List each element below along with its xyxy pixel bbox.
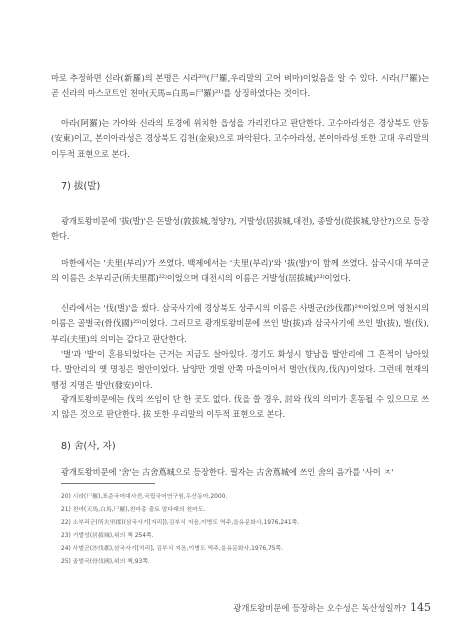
body-paragraph: 광개토왕비문에는 伐의 쓰임이 단 한 곳도 없다. 伐을 쓸 경우, 討와 伐의 의미가 혼동될 수 있으므로 쓰지 않은 것으로 판단한다. 拔 또한 우리말의 이두적 표현으로 본다. xyxy=(51,394,429,420)
body-paragraph: '벌'과 '발'이 혼용되었다는 근거는 지금도 살아있다. 경기도 화성시 향남읍 발안리에 그 흔적이 남아있다. 발안리의 옛 명칭은 벌안이었다. 남양만 갯벌 안쪽 마을이어서 벌안(伐內,伐內)이었다. 그런데 현재의 행정 지명은 발안(發安)이다. xyxy=(51,349,429,390)
section-heading: 7) 拔(발) xyxy=(61,181,101,192)
footnote: 25) 골벌국(骨伐國),위의 책,93쪽. xyxy=(61,559,150,565)
footnote: 21) 천마(天馬,白馬,尸羅),천마총 출토 말다래의 천마도. xyxy=(61,507,206,513)
body-paragraph: 신라에서는 '伐(벌)'을 썼다. 삼국사기에 경상북도 상주시의 이름은 사벌군(沙伐郡)²⁴⁾이었으며 영천시의 이름은 골벌국(骨伐國)²⁵⁾이었다. 그러므로 광개토왕비문에 쓰인 발(拔)과 삼국사기에 쓰인 발(拔), 벌(伐), 부리(夫里)의 의미는 같다고 판단한다. xyxy=(51,303,429,344)
body-paragraph: 아라(阿羅)는 가야와 신라의 토경에 위치한 읍성을 가리킨다고 판단한다. 고수아라성은 경상북도 안동(安東)이고, 본이아라성은 경상북도 김천(金泉)으로 파악된다. 고수아라성, 본이아라성 또한 고대 우리말의 이두적 표현으로 본다. xyxy=(51,118,429,159)
footnote: 23) 거발성(居拔城),위의 책 254쪽. xyxy=(61,533,154,539)
body-paragraph: 광개토왕비문에 '舍'는 古舍蔦城으로 등장한다. 필자는 古舍蔦城에 쓰인 舍의 음가를 '사이 ㅈ' xyxy=(61,467,394,477)
footnote: 24) 사벌군(沙伐郡),삼국사기[지리], 김부식 지음,이병도 역주,을유문화사,1976,75쪽. xyxy=(61,546,284,552)
footnote: 20) 시라(尸羅),표준국어대사전,국립국어연구원,두산동아,2000. xyxy=(61,494,228,500)
footnote-divider xyxy=(61,483,155,484)
body-paragraph: 마한에서는 '夫里(부리)'가 쓰였다. 백제에서는 '夫里(부리)'와 '拔(발)'이 함께 쓰였다. 삼국시대 부여군의 이름은 소부리군(所夫里郡)²²⁾이었으며 대전시의 이름은 거발성(居拔城)²³⁾이었다. xyxy=(51,258,429,284)
footnote: 22) 소부리군(所夫里郡)(삼국사기[지리]),김부식 지음,이병도 역주,을유문화사,1976,241쪽. xyxy=(61,520,300,526)
running-footer-title: 광개토왕비문에 등장하는 오수성은 독산성일까? xyxy=(233,603,406,613)
body-paragraph: 광개토왕비문에 '拔(발)'은 돈발성(敦拔城,청양?), 거발성(居拔城,대전), 종발성(從拔城,양산?)으로 등장한다. xyxy=(51,216,429,242)
body-paragraph: 마로 추정하면 신라(新羅)의 본명은 시라²⁰⁾(尸羅,우리말의 고어 벼마)이었음을 알 수 있다. 시라(尸羅)는 곧 신라의 마스코트인 천마(天馬=白馬=尸羅)²¹⁾를 상징하였다는 것이다. xyxy=(51,73,429,99)
page-number: 145 xyxy=(410,601,431,614)
page-footer xyxy=(233,601,431,614)
section-heading: 8) 舍(사, 자) xyxy=(61,441,116,452)
